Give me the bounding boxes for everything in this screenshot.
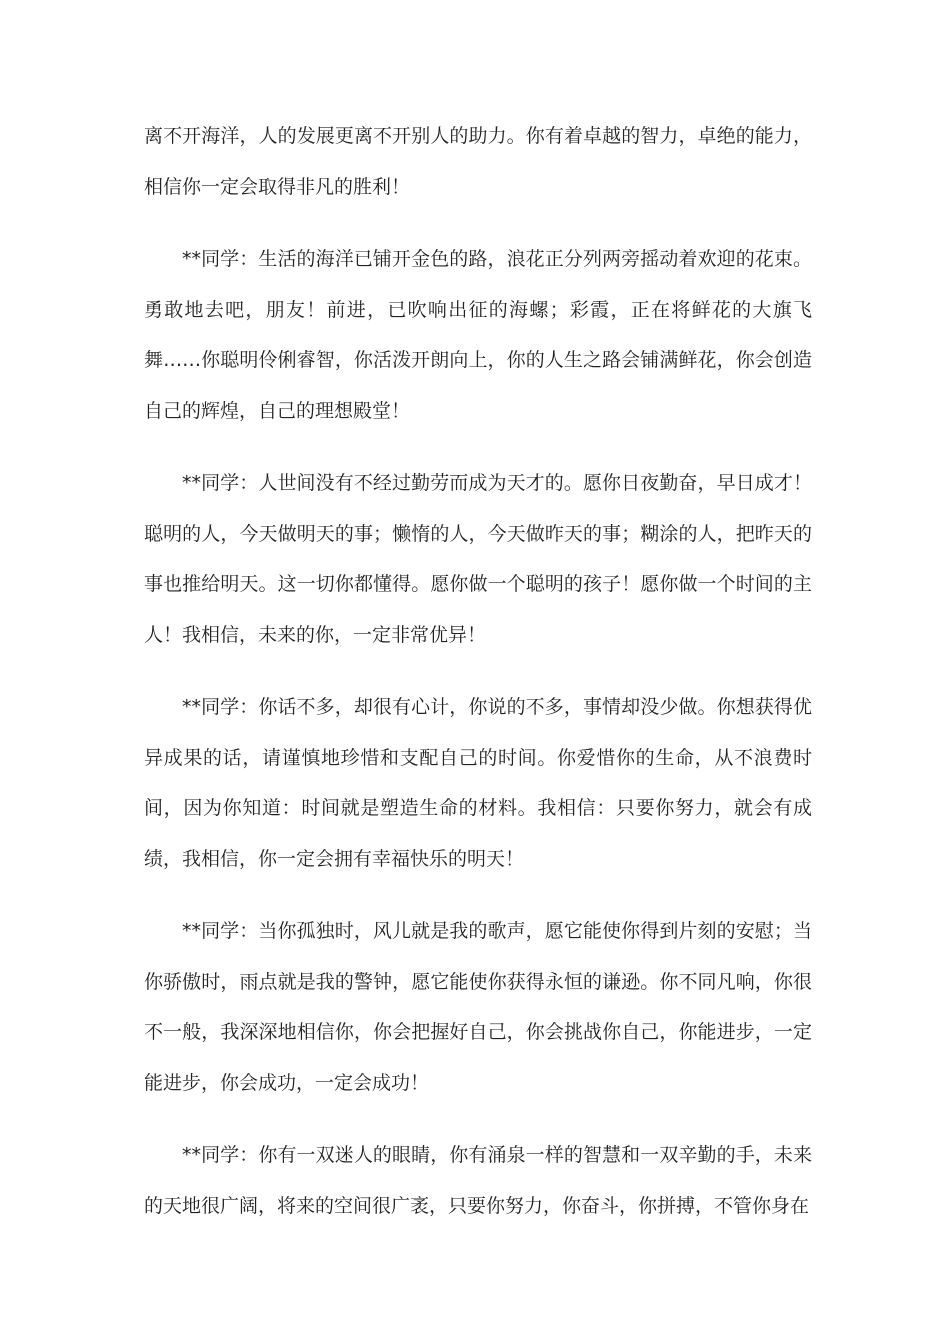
paragraph-student-comment-1: **同学：生活的海洋已铺开金色的路，浪花正分列两旁摇动着欢迎的花束。勇敢地去吧，朋友！前进，已吹响出征的海螺；彩霞，正在将鲜花的大旗飞舞……你聪明伶俐睿智，你活泼开朗向上，你的人生之路会铺满鲜花，你会创造自己的辉煌，自己的理想殿堂！ (144, 248, 812, 422)
paragraph-continuation: 离不开海洋，人的发展更离不开别人的助力。你有着卓越的智力，卓绝的能力，相信你一定会取得非凡的胜利！ (144, 125, 812, 198)
paragraph-student-comment-2: **同学：人世间没有不经过勤劳而成为天才的。愿你日夜勤奋，早日成才！聪明的人，今天做明天的事；懒惰的人，今天做昨天的事；糊涂的人，把昨天的事也推给明天。这一切你都懂得。愿你做一个聪明的孩子！愿你做一个时间的主人！我相信，未来的你，一定非常优异！ (144, 472, 812, 646)
paragraph-student-comment-5: **同学：你有一双迷人的眼睛，你有涌泉一样的智慧和一双辛勤的手，未来的天地很广阔，将来的空间很广袤，只要你努力，你奋斗，你拼搏，不管你身在 (144, 1144, 812, 1217)
document-body (144, 111, 812, 1253)
paragraph-student-comment-3: **同学：你话不多，却很有心计，你说的不多，事情却没少做。你想获得优异成果的话，请谨慎地珍惜和支配自己的时间。你爱惜你的生命，从不浪费时间，因为你知道：时间就是塑造生命的材料。我相信：只要你努力，就会有成绩，我相信，你一定会拥有幸福快乐的明天！ (144, 696, 812, 870)
paragraph-student-comment-4: **同学：当你孤独时，风儿就是我的歌声，愿它能使你得到片刻的安慰；当你骄傲时，雨点就是我的警钟，愿它能使你获得永恒的谦逊。你不同凡响，你很不一般，我深深地相信你，你会把握好自己，你会挑战你自己，你能进步，一定能进步，你会成功，一定会成功！ (144, 920, 812, 1094)
